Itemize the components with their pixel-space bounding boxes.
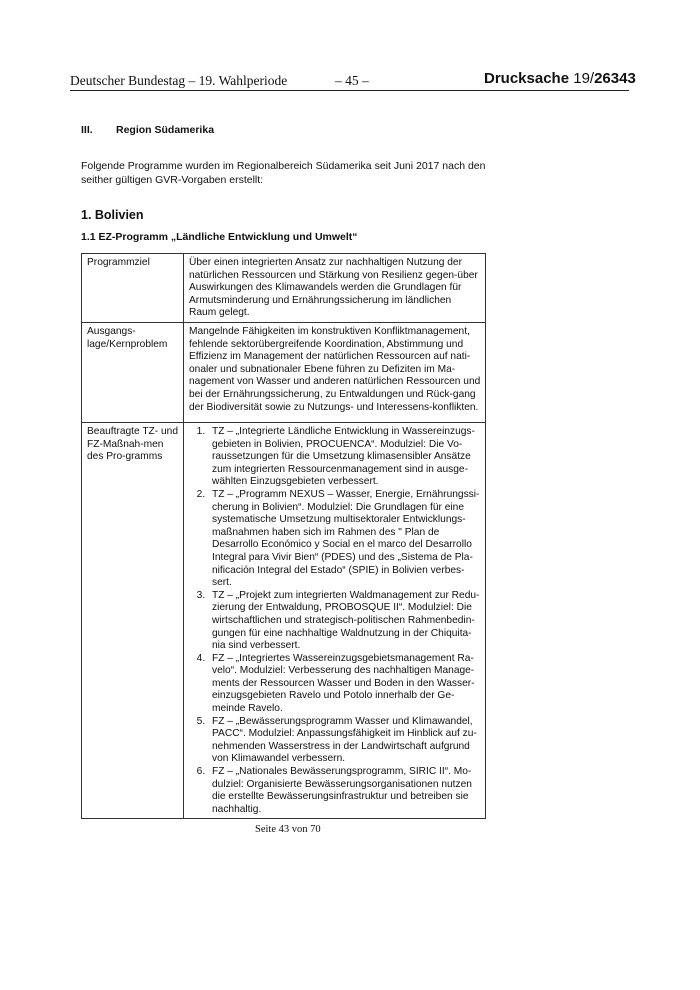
heading-country: 1. Bolivien bbox=[81, 208, 144, 222]
row-value-programmziel: Über einen integrierten Ansatz zur nachhaltigen Nutzung der natürlichen Ressourcen und Stärkung von Resilienz gegen-über Auswirkungen des Klimawandels werden die Grundlagen für Armutsminderung und Ernährungssicherung im ländlichen Raum gelegt. bbox=[184, 254, 486, 323]
row-label-programmziel: Programmziel bbox=[82, 254, 184, 323]
list-item: 6. FZ – „Nationales Bewässerungsprogramm, SIRIC II“. Mo-dulziel: Organisierte Bewässerungsorganisationen nutzen die erstellte Bewässerungsinfrastruktur und betreiben sie nachhaltig. bbox=[208, 766, 481, 816]
list-item: 4. FZ – „Integriertes Wassereinzugsgebietsmanagement Ra-velo“. Modulziel: Verbesserung des nachhaltigen Manage-ments der Ressourcen Wasser und Boden in den Wasser-einzugsgebieten Ravelo und Potolo innerhalb der Ge-meinde Ravelo. bbox=[208, 653, 481, 716]
list-item: 5. FZ – „Bewässerungsprogramm Wasser und Klimawandel, PACC“. Modulziel: Anpassungsfähigkeit im Hinblick auf zu-nehmenden Wasserstress in der Landwirtschaft aufgrund von Klimawandel verbessern. bbox=[208, 716, 481, 766]
list-item: 1. TZ – „Integrierte Ländliche Entwicklung in Wassereinzugs-gebieten in Bolivien, PROCUENCA“. Modulziel: Die Vo-raussetzungen für die Umsetzung klimasensibler Ansätze zum integrierten Ressourcenmanagement sind in ausge-wählten Einzugsgebieten verbessert. bbox=[208, 426, 481, 489]
header-rule bbox=[70, 90, 629, 91]
doc-period: 19/ bbox=[573, 70, 595, 87]
header-page-number: – 45 – bbox=[335, 73, 369, 88]
header-document-number bbox=[484, 70, 636, 87]
list-item: 2. TZ – „Programm NEXUS – Wasser, Energie, Ernährungssi-cherung in Bolivien“. Modulziel: Die Grundlagen für eine systematische Umsetzung multisektoraler Entwicklungs-maßnahmen haben sich im Rahmen des " Plan de Desarrollo Económico y Social en el marco del Desarrollo Integral para Vivir Bien“ (PDES) und des „Sistema de Pla-nificación Integral del Estado“ (SPIE) in Bolivien verbes-sert. bbox=[208, 489, 481, 590]
heading-program: 1.1 EZ-Programm „Ländliche Entwicklung und Umwelt“ bbox=[81, 231, 358, 243]
measures-list bbox=[189, 426, 481, 816]
section-title: Region Südamerika bbox=[116, 124, 215, 136]
page-footer: Seite 43 von 70 bbox=[255, 824, 321, 835]
header-left: Deutscher Bundestag – 19. Wahlperiode bbox=[70, 73, 288, 88]
table-row bbox=[82, 254, 486, 323]
table-row bbox=[82, 423, 486, 819]
row-value-massnahmen bbox=[184, 423, 486, 819]
row-label-massnahmen: Beauftragte TZ- und FZ-Maßnah-men des Pro-gramms bbox=[82, 423, 184, 819]
doc-label: Drucksache bbox=[484, 70, 570, 87]
intro-paragraph: Folgende Programme wurden im Regionalbereich Südamerika seit Juni 2017 nach den seither gültigen GVR-Vorgaben erstellt: bbox=[81, 160, 486, 186]
doc-number: 26343 bbox=[594, 70, 636, 87]
list-item: 3. TZ – „Projekt zum integrierten Waldmanagement zur Redu-zierung der Entwaldung, PROBOSQUE II“. Modulziel: Die wirtschaftlichen und strategisch-politischen Rahmenbedin-gungen für eine nachhaltige Waldnutzung in der Chiquita-nia sind verbessert. bbox=[208, 590, 481, 653]
row-value-ausgangslage: Mangelnde Fähigkeiten im konstruktiven Konfliktmanagement, fehlende sektorübergreifende Koordination, Abstimmung und Effizienz im Management der natürlichen Ressourcen auf nati-onaler und subnationaler Ebene führen zu Defiziten im Ma-nagement von Wasser und anderen natürlichen Ressourcen und bei der Ernährungssicherung, zu Entwaldungen und Rück-gang der Biodiversität sowie zu Nutzungs- und Interessens-konflikten. bbox=[184, 323, 486, 423]
program-table bbox=[81, 253, 486, 819]
section-number: III. bbox=[81, 124, 93, 136]
row-label-ausgangslage: Ausgangs-lage/Kernproblem bbox=[82, 323, 184, 423]
table-row bbox=[82, 323, 486, 423]
